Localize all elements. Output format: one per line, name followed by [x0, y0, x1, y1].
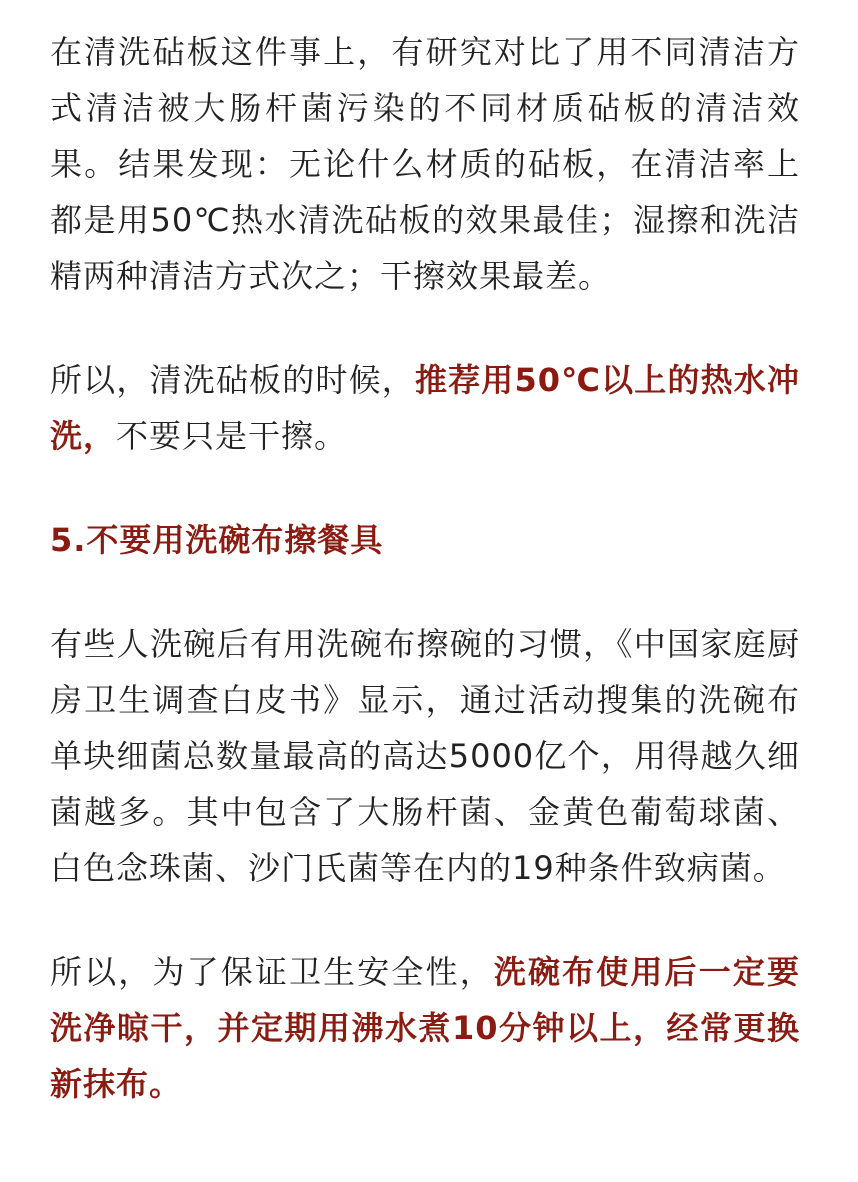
section-heading: 5.不要用洗碗布擦餐具: [50, 521, 384, 559]
advice-emphasis-text: 推荐用50℃以上的热水冲洗，: [50, 361, 800, 455]
dishcloth-lead-text: 所以，为了保证卫生安全性，: [50, 953, 494, 991]
dishcloth-emphasis-text: 洗碗布使用后一定要洗净晾干，并定期用沸水煮10分钟以上，经常更换新抹布。: [50, 953, 800, 1103]
article-body: [50, 24, 800, 1112]
paragraph-cutting-board-study: 在清洗砧板这件事上，有研究对比了用不同清洁方式清洁被大肠杆菌污染的不同材质砧板的清洁效果。结果发现：无论什么材质的砧板，在清洁率上都是用50℃热水清洗砧板的效果最佳；湿擦和洗洁精两种清洁方式次之；干擦效果最差。: [50, 33, 800, 295]
advice-lead-text: 所以，清洗砧板的时候，: [50, 361, 415, 399]
advice-tail-text: 不要只是干擦。: [116, 417, 348, 455]
paragraph-dishcloth-advice: [50, 944, 800, 1112]
paragraph-dishcloth-bacteria: 有些人洗碗后有用洗碗布擦碗的习惯，《中国家庭厨房卫生调查白皮书》显示，通过活动搜集的洗碗布单块细菌总数量最高的高达5000亿个，用得越久细菌越多。其中包含了大肠杆菌、金黄色葡萄球菌、白色念珠菌、沙门氏菌等在内的19种条件致病菌。: [50, 625, 800, 887]
paragraph-cutting-board-advice: [50, 352, 800, 464]
